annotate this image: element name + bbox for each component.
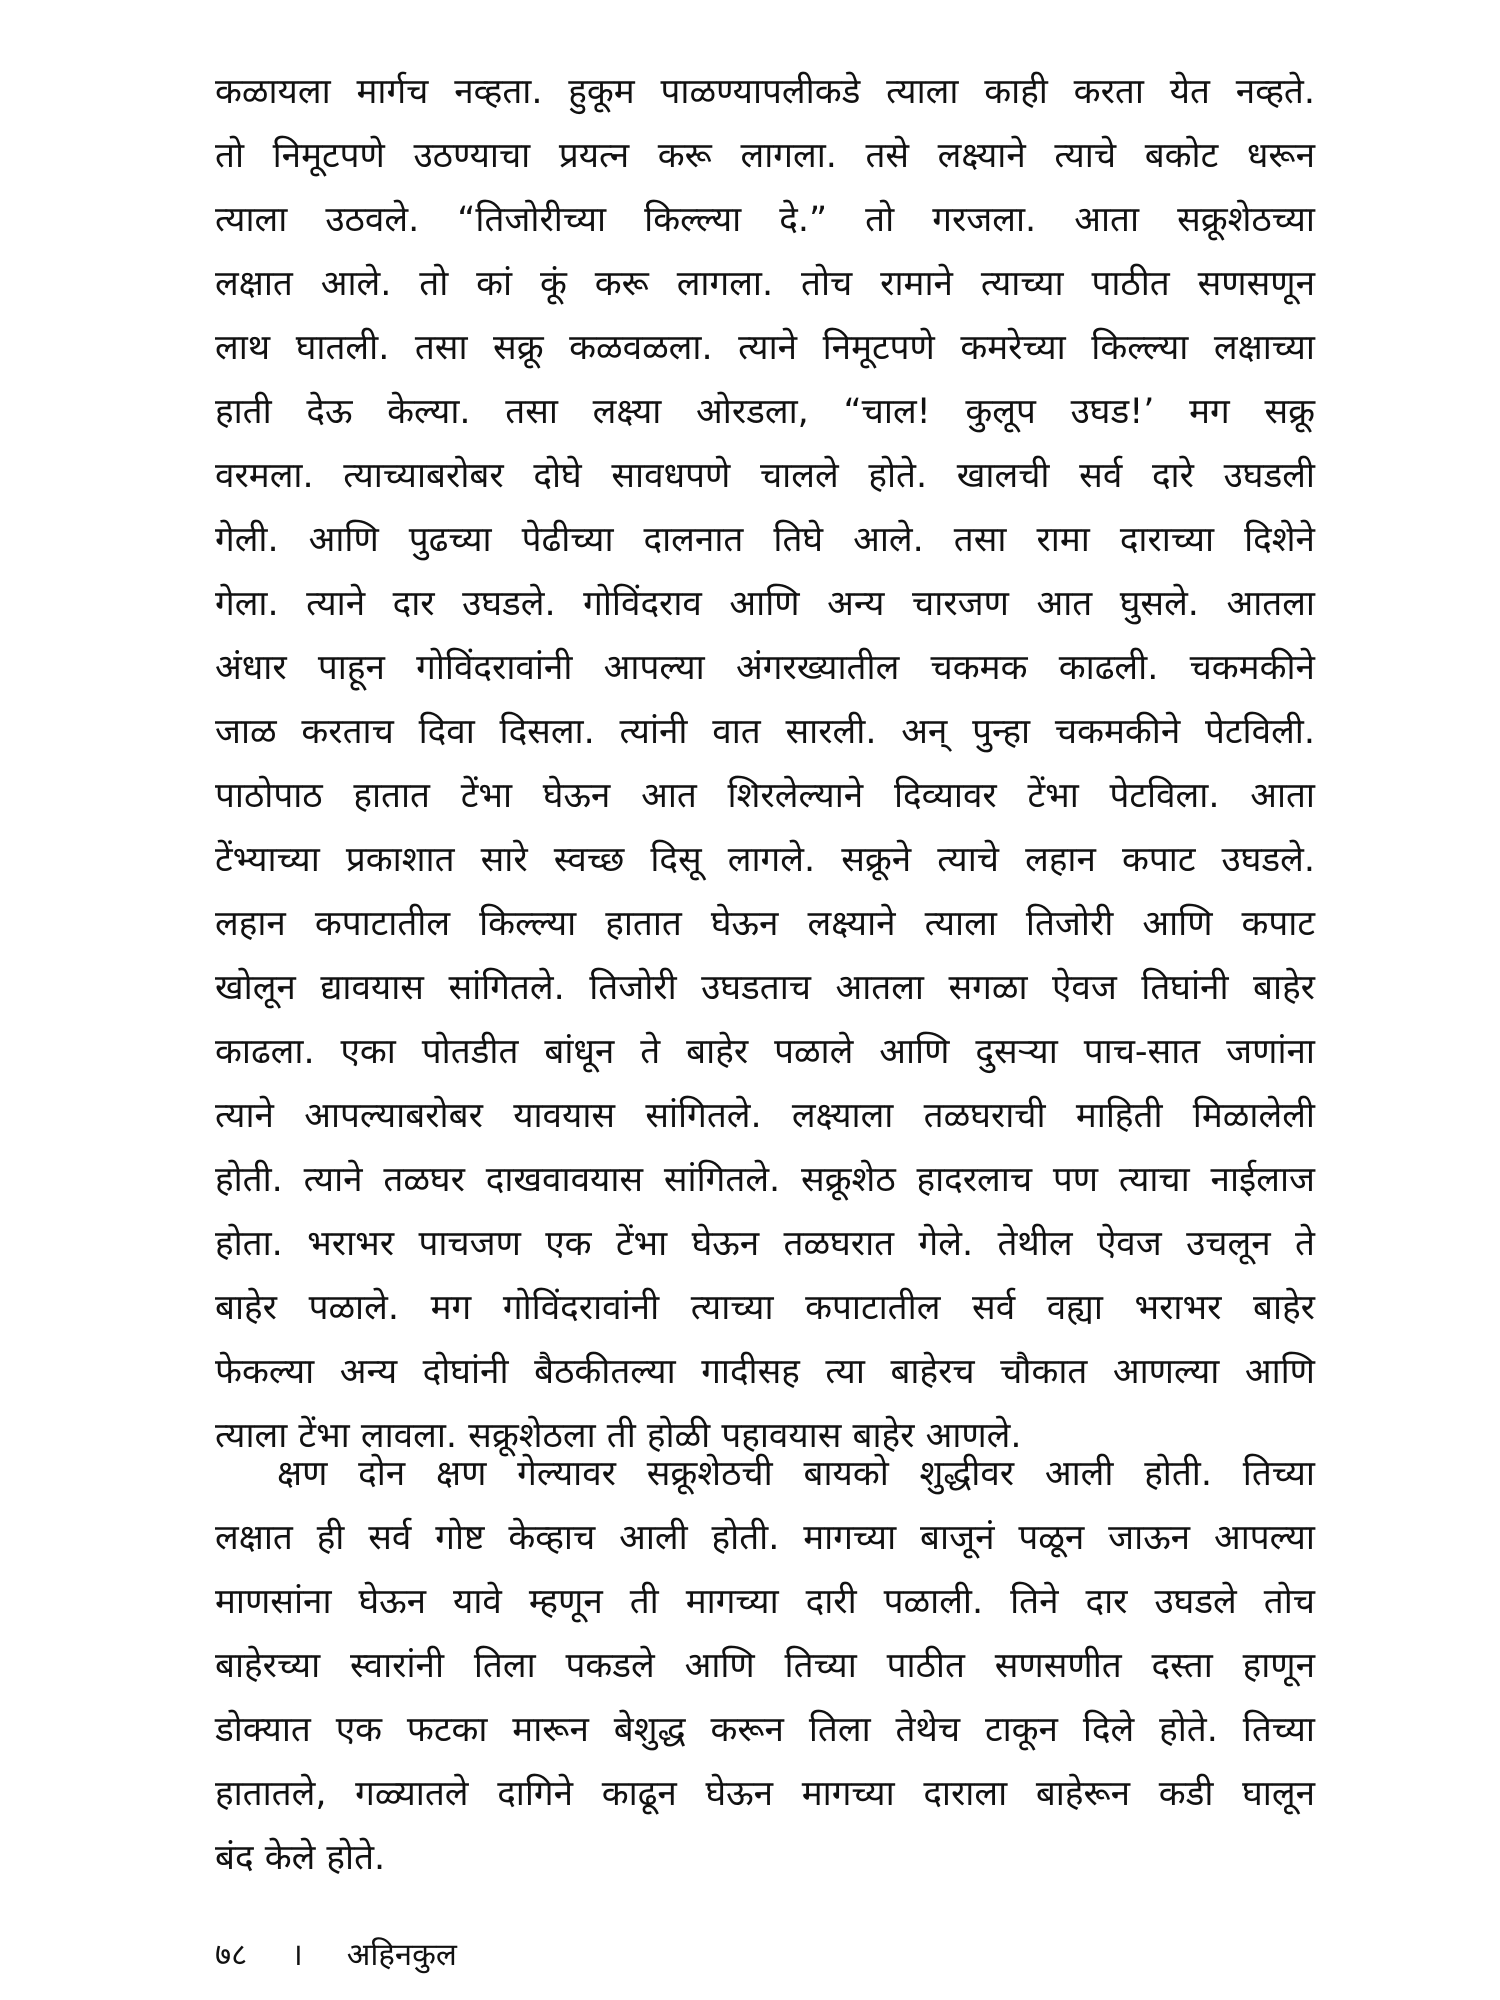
text-line: गेली. आणि पुढच्या पेढीच्या दालनात तिघे आले. तसा रामा दाराच्या दिशेने [215,520,1315,560]
text-line: लक्षात ही सर्व गोष्ट केव्हाच आली होती. मागच्या बाजूनं पळून जाऊन आपल्या [215,1518,1315,1558]
book-title: अहिनकुल [346,1937,457,1973]
text-line: बंद केले होते. [215,1838,386,1878]
text-line: बाहेरच्या स्वारांनी तिला पकडले आणि तिच्या पाठीत सणसणीत दस्ता हाणून [215,1646,1315,1686]
page-number: ७८ [215,1937,248,1973]
page-footer [215,1932,457,1978]
text-line: अंधार पाहून गोविंदरावांनी आपल्या अंगरख्यातील चकमक काढली. चकमकीने [215,648,1315,688]
text-line: बाहेर पळाले. मग गोविंदरावांनी त्याच्या कपाटातील सर्व वह्या भराभर बाहेर [215,1288,1315,1328]
text-line: जाळ करताच दिवा दिसला. त्यांनी वात सारली. अन् पुन्हा चकमकीने पेटविली. [215,712,1315,752]
text-line: क्षण दोन क्षण गेल्यावर सक्रूशेठची बायको शुद्धीवर आली होती. तिच्या [277,1454,1315,1494]
text-line: टेंभ्याच्या प्रकाशात सारे स्वच्छ दिसू लागले. सक्रूने त्याचे लहान कपाट उघडले. [215,840,1315,880]
text-line: होता. भराभर पाचजण एक टेंभा घेऊन तळघरात गेले. तेथील ऐवज उचलून ते [215,1224,1315,1264]
text-line: वरमला. त्याच्याबरोबर दोघे सावधपणे चालले होते. खालची सर्व दारे उघडली [215,456,1315,496]
text-line: कळायला मार्गच नव्हता. हुकूम पाळण्यापलीकडे त्याला काही करता येत नव्हते. [215,72,1315,112]
text-line: हातातले, गळ्यातले दागिने काढून घेऊन मागच्या दाराला बाहेरून कडी घालून [215,1774,1315,1814]
text-line: त्याला उठवले. “तिजोरीच्या किल्ल्या दे.” तो गरजला. आता सक्रूशेठच्या [215,200,1315,240]
text-line: लहान कपाटातील किल्ल्या हातात घेऊन लक्ष्याने त्याला तिजोरी आणि कपाट [215,904,1315,944]
text-line: त्याला टेंभा लावला. सक्रूशेठला ती होळी पहावयास बाहेर आणले. [215,1416,1022,1456]
text-line: त्याने आपल्याबरोबर यावयास सांगितले. लक्ष्याला तळघराची माहिती मिळालेली [215,1096,1315,1136]
text-line: खोलून द्यावयास सांगितले. तिजोरी उघडताच आतला सगळा ऐवज तिघांनी बाहेर [215,968,1315,1008]
text-line: तो निमूटपणे उठण्याचा प्रयत्न करू लागला. तसे लक्ष्याने त्याचे बकोट धरून [215,136,1315,176]
text-line: होती. त्याने तळघर दाखवावयास सांगितले. सक्रूशेठ हादरलाच पण त्याचा नाईलाज [215,1160,1315,1200]
paragraph-1 [215,60,1315,1468]
text-line: फेकल्या अन्य दोघांनी बैठकीतल्या गादीसह त्या बाहेरच चौकात आणल्या आणि [215,1352,1315,1392]
text-line: लक्षात आले. तो कां कूं करू लागला. तोच रामाने त्याच्या पाठीत सणसणून [215,264,1315,304]
text-line: माणसांना घेऊन यावे म्हणून ती मागच्या दारी पळाली. तिने दार उघडले तोच [215,1582,1315,1622]
text-line: लाथ घातली. तसा सक्रू कळवळला. त्याने निमूटपणे कमरेच्या किल्ल्या लक्षाच्या [215,328,1315,368]
text-line: डोक्यात एक फटका मारून बेशुद्ध करून तिला तेथेच टाकून दिले होते. तिच्या [215,1710,1315,1750]
text-line: काढला. एका पोतडीत बांधून ते बाहेर पळाले आणि दुसऱ्या पाच-सात जणांना [215,1032,1315,1072]
text-line: हाती देऊ केल्या. तसा लक्ष्या ओरडला, “चाल! कुलूप उघड!’ मग सक्रू [215,392,1315,432]
text-line: पाठोपाठ हातात टेंभा घेऊन आत शिरलेल्याने दिव्यावर टेंभा पेटविला. आता [215,776,1315,816]
paragraph-2 [215,1442,1315,1890]
footer-separator: । [291,1937,303,1973]
text-line: गेला. त्याने दार उघडले. गोविंदराव आणि अन्य चारजण आत घुसले. आतला [215,584,1315,624]
